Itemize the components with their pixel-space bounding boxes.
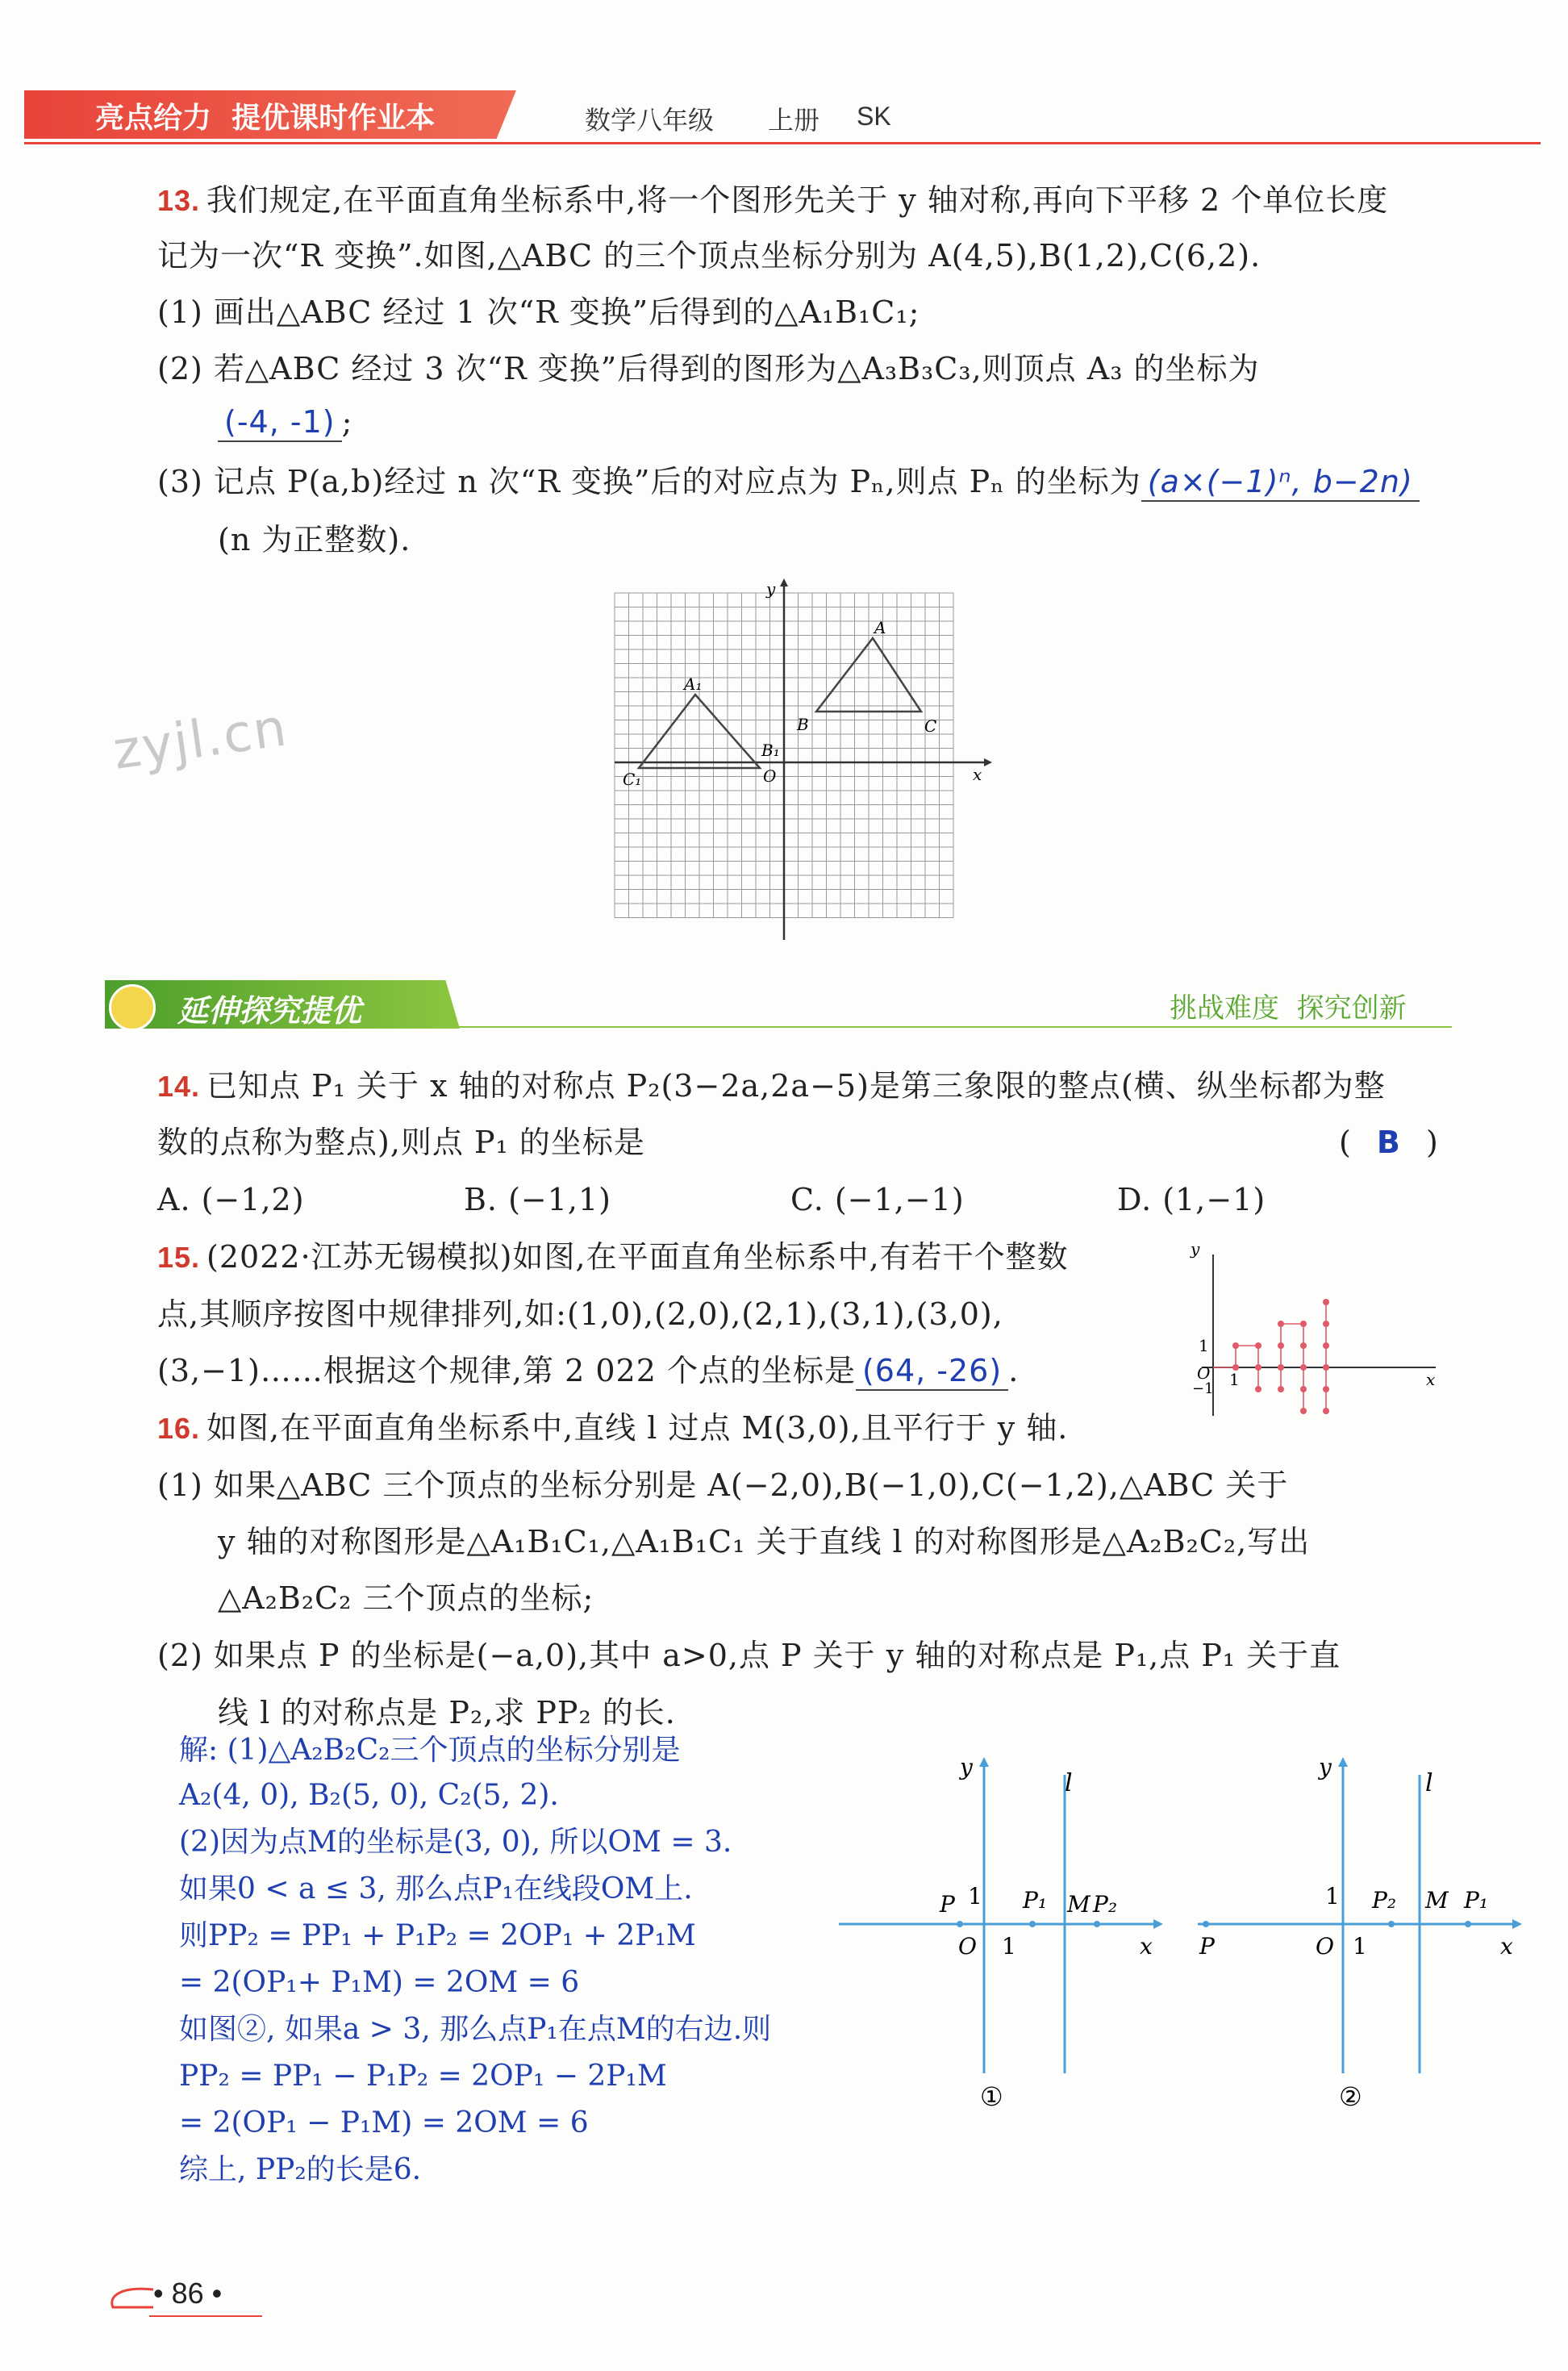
section-subtitle: 挑战难度 探究创新 bbox=[1170, 992, 1407, 1025]
q15-answer: (64, -26) bbox=[856, 1352, 1008, 1391]
fig2-point-p2 bbox=[1388, 1921, 1395, 1927]
q13-line1 bbox=[157, 182, 1388, 219]
q13-x-arrow bbox=[984, 758, 992, 766]
fig1-x-arrow bbox=[1153, 1919, 1163, 1929]
q15-line1 bbox=[157, 1238, 1069, 1276]
q15-label-o: O bbox=[1197, 1363, 1211, 1383]
q15-text1: (2022·江苏无锡模拟)如图,在平面直角坐标系中,有若干个整数 bbox=[206, 1239, 1069, 1275]
fig1-label-one-x: 1 bbox=[1002, 1933, 1016, 1960]
fig2-point-p1 bbox=[1465, 1921, 1471, 1927]
q15-point bbox=[1300, 1386, 1307, 1392]
q13-part3: (3) 记点 P(a,b)经过 n 次“R 变换”后的对应点为 Pₙ,则点 Pₙ 的坐标为 bbox=[157, 464, 1141, 499]
header-subject: 数学八年级 bbox=[585, 105, 715, 136]
q16-p1-line2: y 轴的对称图形是△A₁B₁C₁,△A₁B₁C₁ 关于直线 l 的对称图形是△A₂B₂C₂,写出 bbox=[218, 1524, 1311, 1559]
q15-line3-row bbox=[157, 1352, 1019, 1391]
fig2-point-p bbox=[1203, 1921, 1209, 1927]
q16-p1-line3: △A₂B₂C₂ 三个顶点的坐标; bbox=[218, 1580, 594, 1616]
q13-part3-row bbox=[157, 463, 1420, 502]
q13-label-c1: C₁ bbox=[623, 770, 642, 789]
fig2-label-p: P bbox=[1199, 1933, 1215, 1960]
fig2-label-p1: P₁ bbox=[1464, 1887, 1489, 1914]
q15-point bbox=[1323, 1364, 1329, 1371]
q13-answer3: (a×(−1)ⁿ, b−2n) bbox=[1141, 463, 1420, 502]
q15-point bbox=[1323, 1342, 1329, 1349]
fig1-label-m: M bbox=[1067, 1891, 1091, 1918]
fig1-label-l: l bbox=[1065, 1769, 1073, 1797]
q15-label-x: x bbox=[1426, 1370, 1436, 1389]
trophy-icon bbox=[109, 984, 156, 1031]
fig2-label-l: l bbox=[1425, 1769, 1433, 1797]
fig1-label-one-y: 1 bbox=[968, 1883, 982, 1910]
q14-option-c: C. (−1,−1) bbox=[790, 1182, 965, 1217]
q16-solution-line: PP₂ = PP₁ − P₁P₂ = 2OP₁ − 2P₁M bbox=[179, 2060, 667, 2093]
header-edition: SK bbox=[857, 102, 891, 131]
q13-answer2-row bbox=[218, 403, 352, 442]
fig1-y-arrow bbox=[979, 1757, 989, 1767]
q13-label-b1: B₁ bbox=[761, 741, 780, 760]
q14-option-d: D. (1,−1) bbox=[1117, 1182, 1266, 1217]
fig1-label-o: O bbox=[958, 1933, 977, 1960]
q16-figure-1 bbox=[831, 1743, 1170, 2130]
fig1-label-y: y bbox=[960, 1754, 973, 1780]
fig2-x-arrow bbox=[1512, 1919, 1522, 1929]
q16-solution-line: 如图②, 如果a > 3, 那么点P₁在点M的右边.则 bbox=[179, 2013, 772, 2046]
page-number: • 86 • bbox=[153, 2277, 223, 2310]
fig2-label-p2: P₂ bbox=[1372, 1887, 1397, 1914]
q15-point bbox=[1278, 1321, 1284, 1327]
q16-p1-line1: (1) 如果△ABC 三个顶点的坐标分别是 A(−2,0),B(−1,0),C(−1,2),△ABC 关于 bbox=[157, 1467, 1289, 1503]
q15-point bbox=[1278, 1364, 1284, 1371]
q15-label-neg1: −1 bbox=[1192, 1380, 1214, 1397]
q15-point bbox=[1255, 1386, 1261, 1392]
fig2-label-x: x bbox=[1500, 1933, 1513, 1960]
fig1-point-p2 bbox=[1094, 1921, 1100, 1927]
q13-part1: (1) 画出△ABC 经过 1 次“R 变换”后得到的△A₁B₁C₁; bbox=[157, 294, 920, 330]
q13-label-y: y bbox=[766, 579, 776, 599]
q13-answer2-tail: ; bbox=[341, 404, 353, 440]
fig2-y-arrow bbox=[1338, 1757, 1348, 1767]
q14-line2: 数的点称为整点),则点 P₁ 的坐标是 bbox=[157, 1125, 645, 1160]
fig1-caption: ① bbox=[980, 2081, 1003, 2112]
fig1-label-p2: P₂ bbox=[1093, 1891, 1118, 1918]
q16-figure-2 bbox=[1190, 1743, 1528, 2130]
q16-number: 16. bbox=[157, 1412, 201, 1445]
fig1-point-p1 bbox=[1029, 1921, 1036, 1927]
q15-point bbox=[1300, 1408, 1307, 1414]
q14-option-b: B. (−1,1) bbox=[464, 1182, 612, 1217]
q15-point bbox=[1300, 1321, 1307, 1327]
q13-text1: 我们规定,在平面直角坐标系中,将一个图形先关于 y 轴对称,再向下平移 2 个单位长度 bbox=[206, 182, 1389, 218]
q13-answer2: (-4, -1) bbox=[218, 403, 342, 442]
q16-p2-line2: 线 l 的对称点是 P₂,求 PP₂ 的长. bbox=[218, 1695, 676, 1730]
q15-line2: 点,其顺序按图中规律排列,如:(1,0),(2,0),(2,1),(3,1),(3,0), bbox=[157, 1296, 1003, 1332]
q13-y-arrow bbox=[780, 578, 788, 586]
q14-answer-close: ) bbox=[1425, 1125, 1439, 1160]
q16-solution-line: = 2(OP₁+ P₁M) = 2OM = 6 bbox=[179, 1966, 580, 1999]
watermark: zyjl.cn bbox=[109, 698, 292, 782]
q15-point bbox=[1323, 1321, 1329, 1327]
q13-part3-tail: (n 为正整数). bbox=[218, 522, 411, 557]
fig1-label-p: P bbox=[940, 1891, 955, 1918]
q15-label-one-y: 1 bbox=[1199, 1336, 1209, 1355]
q13-label-b: B bbox=[797, 715, 809, 734]
q14-text1: 已知点 P₁ 关于 x 轴的对称点 P₂(3−2a,2a−5)是第三象限的整点(横、纵坐标都为整 bbox=[206, 1068, 1386, 1104]
header-rule bbox=[24, 142, 1541, 144]
q14-answer-open: ( bbox=[1339, 1125, 1352, 1160]
fig2-label-m: M bbox=[1425, 1887, 1449, 1914]
fig1-label-x: x bbox=[1140, 1933, 1153, 1960]
q16-text1: 如图,在平面直角坐标系中,直线 l 过点 M(3,0),且平行于 y 轴. bbox=[206, 1410, 1069, 1446]
q14-answer: B bbox=[1376, 1125, 1401, 1160]
fig1-label-p1: P₁ bbox=[1023, 1887, 1048, 1914]
fig2-label-o: O bbox=[1316, 1933, 1334, 1960]
q13-line2: 记为一次“R 变换”.如图,△ABC 的三个顶点坐标分别为 A(4,5),B(1,2),C(6,2). bbox=[157, 238, 1261, 273]
q15-point bbox=[1323, 1408, 1329, 1414]
header-banner-title: 亮点给力 提优课时作业本 bbox=[95, 102, 436, 135]
q15-point bbox=[1255, 1342, 1261, 1349]
q15-point bbox=[1278, 1386, 1284, 1392]
q13-label-a: A bbox=[874, 618, 886, 637]
header-volume: 上册 bbox=[768, 105, 820, 136]
fig1-point-p bbox=[957, 1921, 963, 1927]
q16-p2-line1: (2) 如果点 P 的坐标是(−a,0),其中 a>0,点 P 关于 y 轴的对称点是 P₁,点 P₁ 关于直 bbox=[157, 1638, 1341, 1673]
q16-solution-line: 综上, PP₂的长是6. bbox=[179, 2153, 422, 2186]
fig2-caption: ② bbox=[1339, 2081, 1362, 2112]
q13-number: 13. bbox=[157, 184, 201, 217]
q16-solution-line: A₂(4, 0), B₂(5, 0), C₂(5, 2). bbox=[179, 1779, 559, 1812]
q16-solution-line: (2)因为点M的坐标是(3, 0), 所以OM = 3. bbox=[179, 1826, 732, 1859]
q13-part2: (2) 若△ABC 经过 3 次“R 变换”后得到的图形为△A₃B₃C₃,则顶点 A₃ 的坐标为 bbox=[157, 351, 1260, 386]
q15-number: 15. bbox=[157, 1241, 201, 1274]
q14-line1 bbox=[157, 1067, 1386, 1105]
q15-point bbox=[1300, 1342, 1307, 1349]
section-title: 延伸探究提优 bbox=[177, 993, 362, 1029]
q13-label-x: x bbox=[973, 765, 982, 784]
q13-label-a1: A₁ bbox=[684, 674, 703, 694]
q15-point bbox=[1232, 1342, 1239, 1349]
q16-line1 bbox=[157, 1409, 1068, 1447]
q14-option-a: A. (−1,2) bbox=[157, 1182, 305, 1217]
q13-grid-figure bbox=[605, 577, 992, 944]
q14-number: 14. bbox=[157, 1070, 201, 1103]
q15-line3: (3,−1)……根据这个规律,第 2 022 个点的坐标是 bbox=[157, 1353, 856, 1388]
q15-point bbox=[1323, 1386, 1329, 1392]
q15-label-y: y bbox=[1191, 1239, 1200, 1259]
q15-point bbox=[1323, 1299, 1329, 1305]
q14-answer-bracket bbox=[1339, 1124, 1439, 1161]
q13-label-c: C bbox=[924, 716, 937, 736]
q15-label-one-x: 1 bbox=[1229, 1370, 1240, 1389]
fig2-label-y: y bbox=[1319, 1754, 1332, 1780]
q15-point bbox=[1300, 1364, 1307, 1371]
fig2-label-one-y: 1 bbox=[1325, 1883, 1340, 1910]
section-rule bbox=[452, 1026, 1452, 1028]
q16-solution-line: 则PP₂ = PP₁ + P₁P₂ = 2OP₁ + 2P₁M bbox=[179, 1919, 696, 1952]
q16-solution-line: 如果0 < a ≤ 3, 那么点P₁在线段OM上. bbox=[179, 1872, 693, 1906]
q15-tail: . bbox=[1008, 1353, 1020, 1388]
q15-point bbox=[1278, 1342, 1284, 1349]
footer-rule bbox=[149, 2315, 262, 2317]
q16-solution-line: = 2(OP₁ − P₁M) = 2OM = 6 bbox=[179, 2106, 589, 2139]
q16-solution-line: 解: (1)△A₂B₂C₂三个顶点的坐标分别是 bbox=[179, 1734, 681, 1767]
fig2-label-one-x: 1 bbox=[1353, 1933, 1367, 1960]
q15-figure bbox=[1178, 1238, 1452, 1424]
q15-point bbox=[1255, 1364, 1261, 1371]
q13-label-o: O bbox=[763, 766, 777, 786]
